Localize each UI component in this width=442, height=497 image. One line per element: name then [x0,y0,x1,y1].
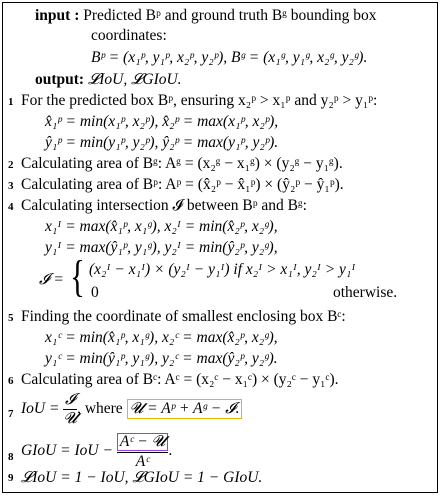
union-box-yellow: 𝓤 = Aᵖ + Aᵍ − 𝓘. [127,399,243,419]
step-6-text: Calculating area of Bᶜ: Aᶜ = (x₂ᶜ − x₁ᶜ) × (y₂ᶜ − y₁ᶜ). [21,371,339,388]
step-1-eq-a: x̂₁ᵖ = min(x₁ᵖ, x₂ᵖ), x̂₂ᵖ = max(x₁ᵖ, x₂ᵖ), [45,113,279,130]
giou-denominator: Aᶜ [135,452,150,470]
step-4-otherwise: otherwise. [333,284,398,301]
step-4-text: Calculating intersection 𝓘 between Bᵖ and Bᵍ: [21,197,307,214]
step-4-eq-a: x₁ᴵ = max(x̂₁ᵖ, x₁ᵍ), x₂ᴵ = min(x̂₂ᵖ, x₂ᵍ), [45,218,278,235]
step-1-text: For the predicted box Bᵖ, ensuring x₂ᵖ > x₁ᵖ and y₂ᵖ > y₁ᵖ: [21,92,378,109]
input-text-cont: coordinates: [91,27,167,44]
step-4-eq-b: y₁ᴵ = max(ŷ₁ᵖ, y₁ᵍ), y₂ᴵ = min(ŷ₂ᵖ, y₂ᵍ), [45,239,278,256]
iou-label: IoU = [21,400,60,417]
line-number-2: 2 [8,159,14,171]
input-line [35,7,376,25]
line-number-3: 3 [8,180,14,192]
output-line [35,71,182,89]
step-8-line [21,433,172,469]
step-9-text: 𝓛IoU = 1 − IoU, 𝓛GIoU = 1 − GIoU. [21,469,263,486]
where-text: , where [77,400,123,417]
step-5-eq-b: y₁ᶜ = min(ŷ₁ᵖ, y₁ᵍ), y₂ᶜ = max(ŷ₂ᵖ, y₂ᵍ). [45,350,278,367]
input-label: input : [35,7,80,24]
step-5-eq-a: x₁ᶜ = min(x̂₁ᵖ, x₁ᵍ), x₂ᶜ = max(x̂₂ᵖ, x₂ᵍ), [45,329,278,346]
giou-fraction [117,433,168,470]
line-number-1: 1 [8,96,14,108]
input-equation: Bᵖ = (x₁ᵖ, y₁ᵖ, x₂ᵖ, y₂ᵖ), Bᵍ = (x₁ᵍ, y₁ᵍ, x₂ᵍ, y₂ᵍ). [91,49,368,66]
algorithm-box [2,2,438,493]
giou-period: . [168,442,173,459]
line-number-5: 5 [8,312,14,324]
step-4-case-1: (x₂ᴵ − x₁ᴵ) × (y₂ᴵ − y₁ᴵ) if x₂ᴵ > x₁ᴵ, y₂ᴵ > y₁ᴵ [89,261,356,278]
iou-denominator: 𝓤 [63,409,78,427]
output-text: 𝓛IoU, 𝓛GIoU. [87,71,182,88]
iou-numerator: 𝓘 [64,390,76,408]
step-3-text: Calculating area of Bᵖ: Aᵖ = (x̂₂ᵖ − x̂₁ᵖ) × (ŷ₂ᵖ − ŷ₁ᵖ). [21,176,344,193]
iou-fraction [63,392,77,427]
step-4-I-symbol: 𝓘 = [39,271,64,288]
piecewise-brace: { [70,252,85,301]
giou-label: GIoU = IoU − [21,442,113,459]
giou-numerator-box-purple: Aᶜ − 𝓤 [117,433,168,451]
step-2-text: Calculating area of Bᵍ: Aᵍ = (x₂ᵍ − x₁ᵍ) × (y₂ᵍ − y₁ᵍ). [21,155,343,172]
line-number-7: 7 [8,408,14,420]
line-number-8: 8 [8,451,14,463]
line-number-4: 4 [8,201,14,213]
line-number-9: 9 [8,472,14,484]
input-text: Predicted Bᵖ and ground truth Bᵍ bounding box [83,7,377,24]
output-label: output: [35,71,85,88]
step-7-line [21,390,242,427]
step-4-case-2: 0 [91,284,99,301]
step-1-eq-b: ŷ₁ᵖ = min(y₁ᵖ, y₂ᵖ), ŷ₂ᵖ = max(y₁ᵖ, y₂ᵖ). [45,134,279,151]
line-number-6: 6 [8,375,14,387]
step-5-text: Finding the coordinate of smallest enclosing box Bᶜ: [21,308,346,325]
